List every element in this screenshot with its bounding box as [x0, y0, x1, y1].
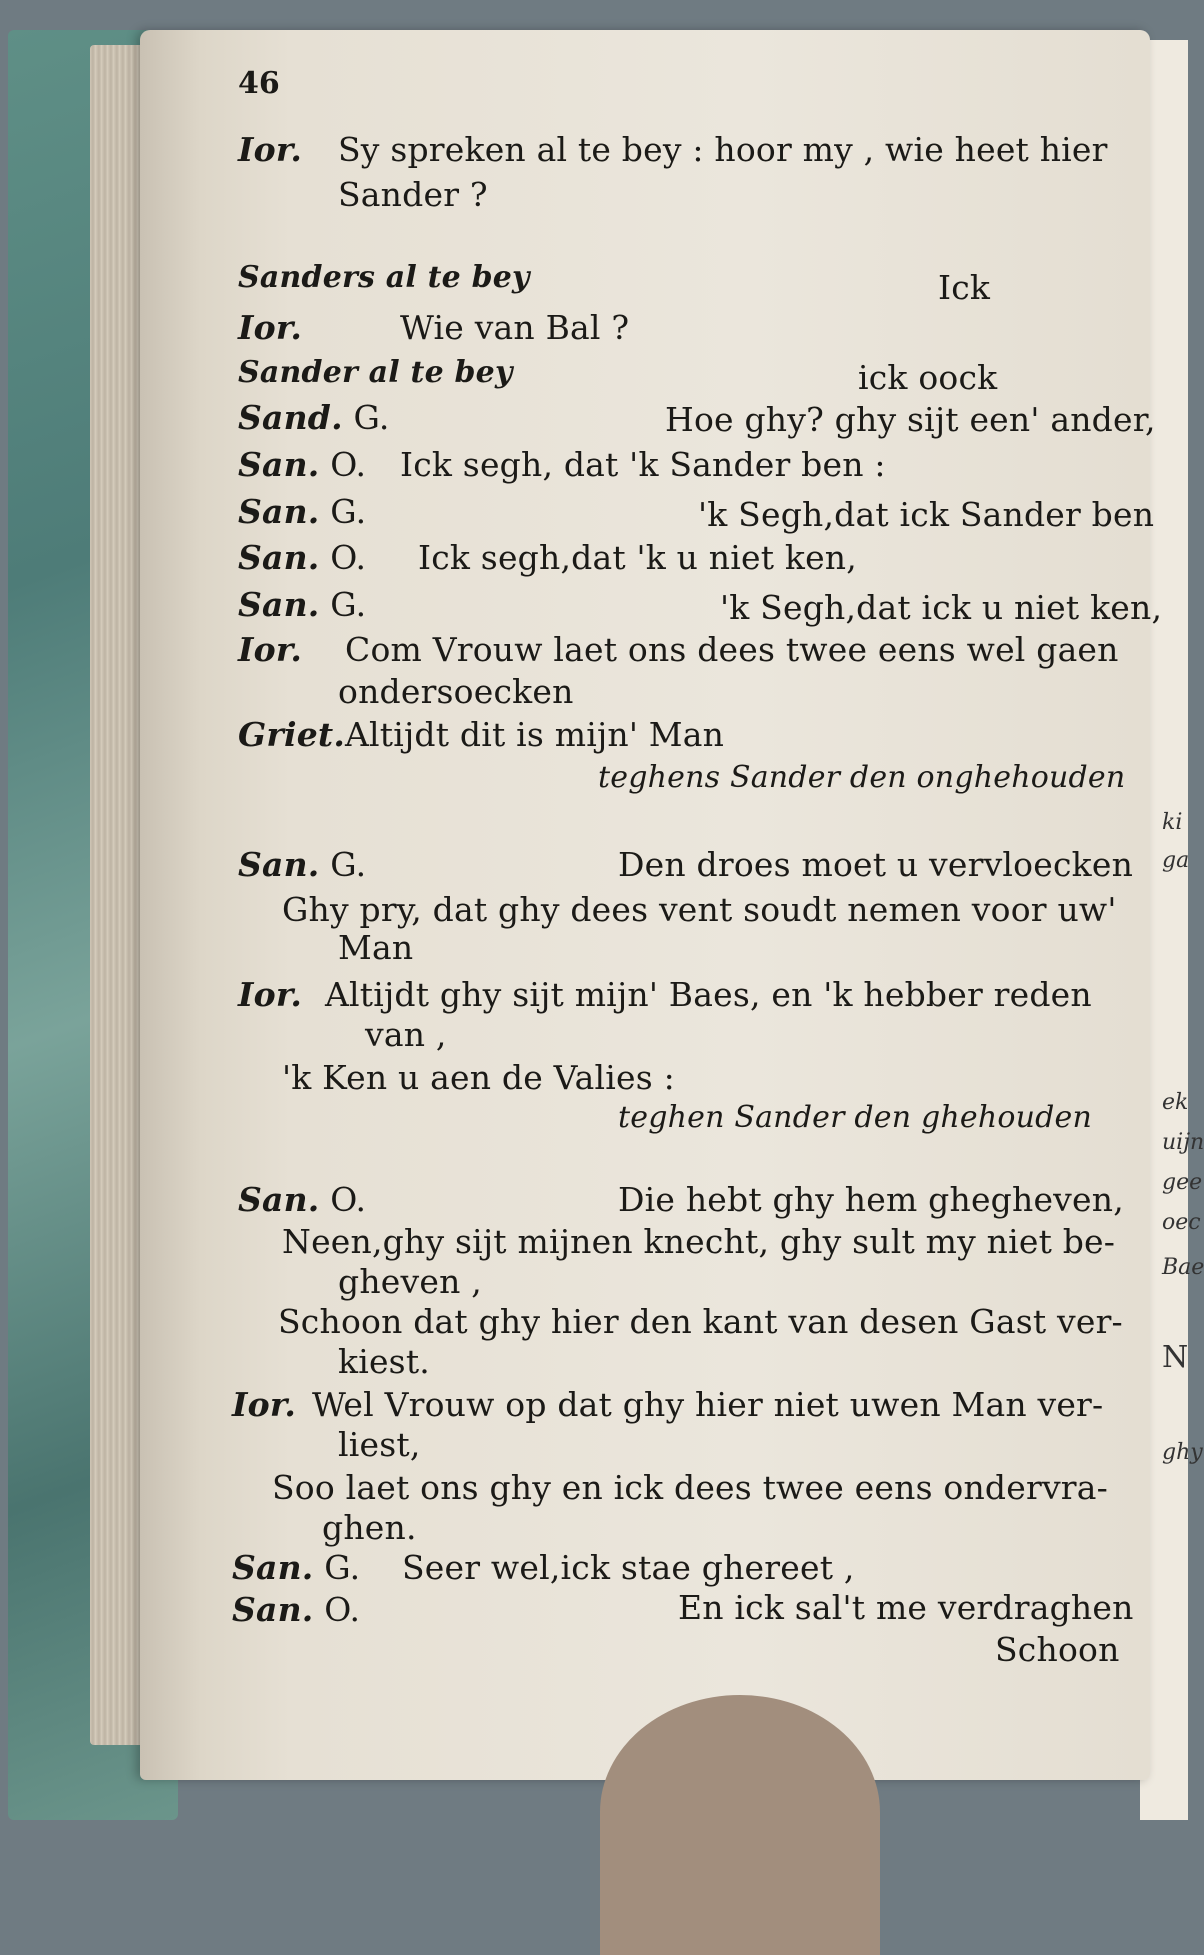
- line-text: Ick: [938, 268, 991, 307]
- line-text: liest,: [338, 1425, 421, 1464]
- text-line: [238, 585, 366, 624]
- text-line: [282, 1222, 1115, 1261]
- text-line: [238, 1180, 366, 1219]
- text-line: [400, 445, 886, 484]
- right-page-fragment: ghy: [1162, 1440, 1203, 1465]
- text-line: [698, 495, 1154, 534]
- line-text: Wel Vrouw op dat ghy hier niet uwen Man ver-: [312, 1385, 1104, 1424]
- line-text: ondersoecken: [338, 672, 574, 711]
- speaker-initial: G.: [330, 492, 367, 531]
- text-line: [238, 355, 513, 390]
- speaker-label: Ior.: [238, 130, 303, 169]
- text-line: [938, 268, 990, 307]
- text-line: [402, 1548, 855, 1587]
- text-line: [338, 928, 413, 967]
- speaker-label: Ior.: [238, 308, 303, 347]
- thumb: [600, 1695, 880, 1955]
- right-page-fragment: ga: [1162, 848, 1190, 873]
- direction-text: teghen Sander den ghehouden: [618, 1100, 1093, 1135]
- text-line: [338, 1262, 482, 1301]
- text-line: [400, 308, 629, 347]
- direction-text: teghens Sander den onghehouden: [598, 760, 1126, 795]
- line-text: Ick segh, dat 'k Sander ben :: [400, 445, 886, 484]
- text-line: [345, 715, 724, 754]
- text-line: [858, 358, 997, 397]
- right-page-fragment: ek: [1162, 1090, 1189, 1115]
- text-line: [238, 975, 302, 1014]
- speaker-initial: G.: [324, 1548, 361, 1587]
- text-line: [618, 1180, 1124, 1219]
- line-text: 'k Segh,dat ick u niet ken,: [720, 588, 1163, 627]
- line-text: Sander ?: [338, 175, 488, 214]
- text-line: [345, 630, 1119, 669]
- text-line: [282, 1058, 675, 1097]
- line-text: Seer wel,ick stae ghereet ,: [402, 1548, 855, 1587]
- line-text: Schoon: [995, 1630, 1120, 1669]
- right-page-fragment: oec: [1162, 1210, 1201, 1235]
- speaker-label: San.: [238, 538, 320, 577]
- line-text: van ,: [365, 1015, 447, 1054]
- line-text: Schoon dat ghy hier den kant van desen Gast ver-: [278, 1302, 1123, 1341]
- text-line: [338, 1425, 421, 1464]
- text-line: [720, 588, 1162, 627]
- speaker-label: Sander al te bey: [238, 355, 513, 390]
- speaker-initial: G.: [353, 398, 390, 437]
- speaker-label: Ior.: [238, 975, 303, 1014]
- line-text: 'k Ken u aen de Valies :: [282, 1058, 675, 1097]
- text-line: [232, 1590, 360, 1629]
- line-text: ghen.: [322, 1508, 417, 1547]
- text-line: [338, 175, 488, 214]
- line-text: Hoe ghy? ghy sijt een' ander,: [665, 400, 1156, 439]
- speaker-label: San.: [232, 1590, 314, 1629]
- page-number: 46: [238, 66, 280, 101]
- line-text: Sy spreken al te bey : hoor my , wie heet hier: [338, 130, 1108, 169]
- text-line: [232, 1385, 296, 1424]
- text-line: [238, 445, 366, 484]
- right-page-fragment: Bae: [1162, 1255, 1204, 1280]
- text-line: [238, 492, 366, 531]
- line-text: Altijdt ghy sijt mijn' Baes, en 'k hebber reden: [325, 975, 1092, 1014]
- line-text: Com Vrouw laet ons dees twee eens wel gaen: [345, 630, 1119, 669]
- text-line: [338, 1342, 430, 1381]
- line-text: En ick sal't me verdraghen: [678, 1588, 1134, 1627]
- speaker-label: Sanders al te bey: [238, 260, 530, 295]
- line-text: Die hebt ghy hem ghegheven,: [618, 1180, 1124, 1219]
- speaker-label: Ior.: [232, 1385, 297, 1424]
- line-text: Den droes moet u vervloecken: [618, 845, 1134, 884]
- line-text: gheven ,: [338, 1262, 482, 1301]
- text-line: [282, 890, 1117, 929]
- text-line: [238, 130, 302, 169]
- speaker-label: San.: [238, 492, 320, 531]
- speaker-initial: O.: [330, 538, 367, 577]
- speaker-initial: G.: [330, 845, 367, 884]
- text-line: [272, 1468, 1108, 1507]
- line-text: kiest.: [338, 1342, 430, 1381]
- speaker-label: San.: [238, 445, 320, 484]
- text-line: [418, 538, 857, 577]
- text-line: [365, 1015, 447, 1054]
- catchword: [995, 1630, 1120, 1669]
- line-text: Altijdt dit is mijn' Man: [345, 715, 725, 754]
- speaker-initial: G.: [330, 585, 367, 624]
- text-line: [238, 538, 366, 577]
- text-line: [322, 1508, 417, 1547]
- text-line: [338, 130, 1108, 169]
- speaker-initial: O.: [330, 1180, 367, 1219]
- speaker-label: Ior.: [238, 630, 303, 669]
- text-line: [312, 1385, 1103, 1424]
- speaker-label: Griet.: [238, 715, 346, 754]
- text-line: [232, 1548, 360, 1587]
- text-line: [325, 975, 1092, 1014]
- text-line: [618, 845, 1133, 884]
- right-page-fragment: ki: [1162, 810, 1183, 835]
- line-text: Man: [338, 928, 414, 967]
- line-text: Soo laet ons ghy en ick dees twee eens ondervra-: [272, 1468, 1108, 1507]
- stage-direction: [618, 1100, 1092, 1135]
- speaker-label: Sand.: [238, 398, 343, 437]
- speaker-label: San.: [238, 1180, 320, 1219]
- text-line: [238, 260, 530, 295]
- right-page-fragment: uijn: [1162, 1130, 1204, 1155]
- text-line: [678, 1588, 1134, 1627]
- right-page-fragment: N: [1162, 1340, 1189, 1375]
- line-text: Neen,ghy sijt mijnen knecht, ghy sult my niet be-: [282, 1222, 1116, 1261]
- speaker-initial: O.: [324, 1590, 361, 1629]
- text-line: [238, 308, 302, 347]
- line-text: ick oock: [858, 358, 998, 397]
- text-line: [238, 630, 302, 669]
- text-line: [665, 400, 1156, 439]
- speaker-label: San.: [232, 1548, 314, 1587]
- text-line: [338, 672, 574, 711]
- text-line: [238, 398, 390, 437]
- text-line: [238, 715, 345, 754]
- line-text: Ghy pry, dat ghy dees vent soudt nemen voor uw': [282, 890, 1117, 929]
- speaker-label: San.: [238, 845, 320, 884]
- line-text: 'k Segh,dat ick Sander ben: [698, 495, 1155, 534]
- text-line: [238, 845, 366, 884]
- speaker-label: San.: [238, 585, 320, 624]
- line-text: Wie van Bal ?: [400, 308, 630, 347]
- line-text: Ick segh,dat 'k u niet ken,: [418, 538, 857, 577]
- speaker-initial: O.: [330, 445, 367, 484]
- stage-direction: [598, 760, 1125, 795]
- text-line: [278, 1302, 1123, 1341]
- right-page-fragment: gee: [1162, 1170, 1203, 1195]
